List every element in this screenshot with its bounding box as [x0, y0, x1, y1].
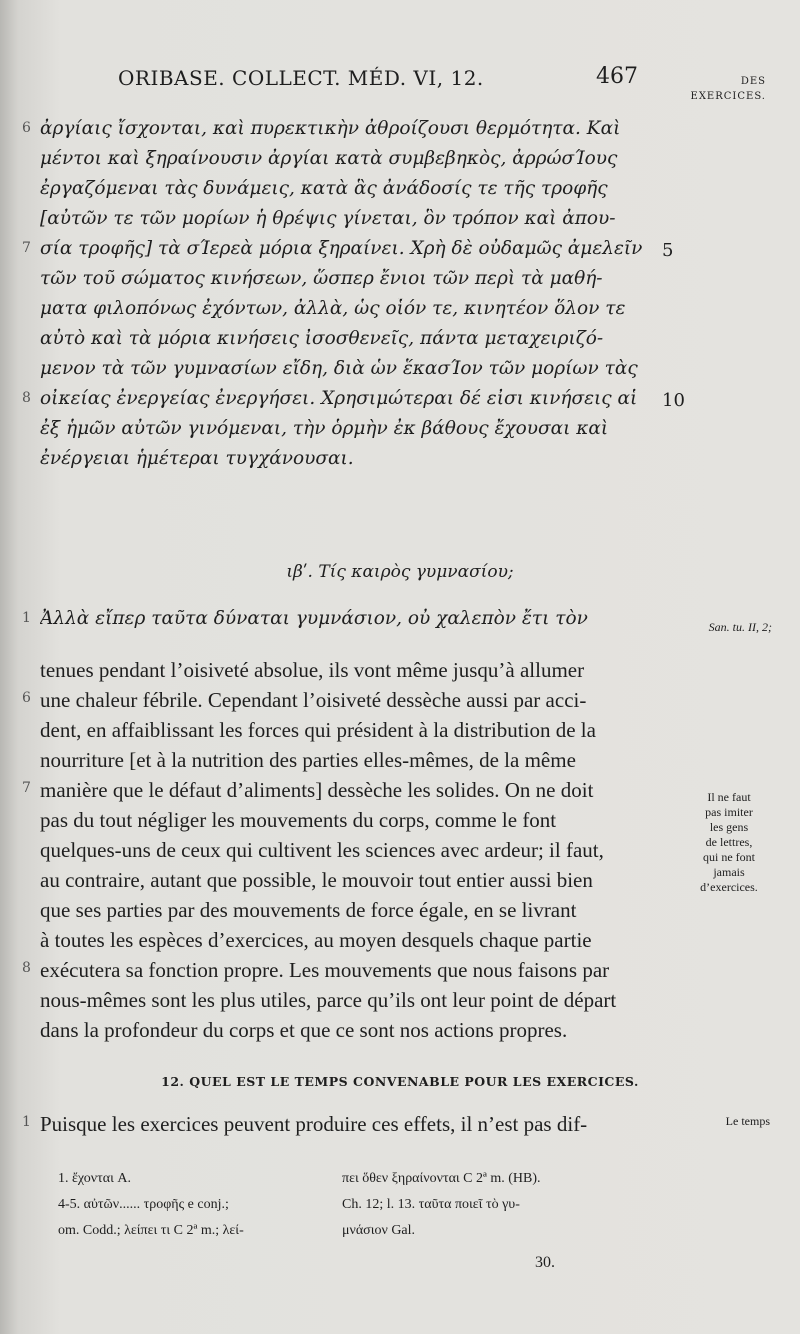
text-line [0, 148, 800, 178]
text-line [0, 118, 800, 148]
greek-line: ἐξ ἡμῶν αὐτῶν γινόμεναι, τὴν ὁρμὴν ἐκ βάθους ἔχουσαι καὶ [40, 418, 609, 439]
greek-line: ἐργαζόμεναι τὰς δυνάμεις, κατὰ ἃς ἀνάδοσίς τε τῆς τροφῆς [40, 178, 608, 199]
side-note-reference: San. tu. II, 2; [708, 620, 772, 634]
running-title: ORIBASE. COLLECT. MÉD. VI, 12. [118, 66, 484, 90]
text-line [0, 988, 800, 1018]
french-line: dans la profondeur du corps et que ce sont nos actions propres. [40, 1018, 568, 1042]
margin-heading-line: EXERCICES. [690, 91, 766, 102]
text-line [0, 608, 800, 638]
text-line [0, 208, 800, 238]
line-number: 6 [22, 690, 31, 706]
text-line [0, 268, 800, 298]
french-line: exécutera sa fonction propre. Les mouvements que nous faisons par [40, 958, 610, 982]
text-line [0, 868, 800, 898]
line-number: 8 [22, 960, 31, 976]
line-number: 1 [22, 610, 31, 626]
text-line [0, 358, 800, 388]
footnotes-left-column [58, 1166, 244, 1244]
text-line [0, 808, 800, 838]
french-line: que ses parties par des mouvements de force égale, en se livrant [40, 898, 577, 922]
text-line [0, 1018, 800, 1048]
line-number: 8 [22, 390, 31, 406]
line-number: 7 [22, 780, 31, 796]
text-line [0, 178, 800, 208]
text-line [0, 838, 800, 868]
greek-line: μενον τὰ τῶν γυμνασίων εἴδη, διὰ ὧν ἕκασΊον τῶν μορίων τὰς [40, 358, 638, 379]
french-line: une chaleur fébrile. Cependant l’oisiveté dessèche aussi par acci- [40, 688, 587, 712]
text-line [0, 1112, 800, 1142]
side-note-line: de lettres, [705, 835, 753, 849]
footnote-line: μνάσιον Gal. [342, 1223, 416, 1238]
line-number: 1 [22, 1114, 31, 1130]
french-section-title: 12. QUEL EST LE TEMPS CONVENABLE POUR LES EXERCICES. [161, 1074, 639, 1089]
french-line: quelques-uns de ceux qui cultivent les sciences avec ardeur; il faut, [40, 838, 604, 862]
french-line: dent, en affaiblissant les forces qui président à la distribution de la [40, 718, 596, 742]
french-passage [0, 658, 800, 1048]
line-number: 6 [22, 120, 31, 136]
footnotes-right-column [342, 1166, 541, 1244]
french-line: nourriture [et à la nutrition des parties elles-mêmes, de la même [40, 748, 576, 772]
margin-heading-line: DES [740, 76, 766, 87]
text-line [0, 238, 800, 268]
text-line [0, 658, 800, 688]
side-note-line: qui ne font [703, 850, 755, 864]
text-line [0, 958, 800, 988]
footnote-line: 4-5. αὐτῶν...... τροφῆς e conj.; [58, 1197, 229, 1212]
greek-section-title: ιβʹ. Τίς καιρὸς γυμνασίου; [286, 562, 514, 582]
text-line [0, 778, 800, 808]
line-count: 10 [662, 390, 685, 411]
line-count: 5 [662, 240, 674, 261]
greek-line: [αὐτῶν τε τῶν μορίων ἡ θρέψις γίνεται, ὃν τρόπον καὶ ἀπου- [40, 208, 616, 229]
page-number: 467 [596, 64, 638, 89]
french-line: nous-mêmes sont les plus utiles, parce qu’ils ont leur point de départ [40, 988, 617, 1012]
side-note-le-temps: Le temps [725, 1114, 770, 1128]
greek-line: οἰκείας ἐνεργείας ἐνεργήσει. Χρησιμώτεραι δέ εἰσι κινήσεις αἱ [40, 388, 638, 409]
french-line: manière que le défaut d’aliments] dessèche les solides. On ne doit [40, 778, 594, 802]
side-note-gens-de-lettres [686, 790, 772, 895]
greek-line: Ἀλλὰ εἴπερ ταῦτα δύναται γυμνάσιον, οὐ χαλεπὸν ἔτι τὸν [40, 608, 588, 629]
greek-line: τῶν τοῦ σώματος κινήσεων, ὥσπερ ἔνιοι τῶν περὶ τὰ μαθή- [40, 268, 603, 289]
footnote-line: 1. ἔχονται A. [58, 1171, 131, 1186]
greek-line: ματα φιλοπόνως ἐχόντων, ἀλλὰ, ὡς οἷόν τε, κινητέον ὅλον τε [40, 298, 626, 319]
greek-passage [0, 118, 800, 478]
text-line [0, 748, 800, 778]
french-line: au contraire, autant que possible, le mouvoir tout entier aussi bien [40, 868, 593, 892]
french-section-line [0, 1112, 800, 1142]
french-line: pas du tout négliger les mouvements du corps, comme le font [40, 808, 557, 832]
greek-line: μέντοι καὶ ξηραίνουσιν ἀργίαι κατὰ συμβεβηκὸς, ἀρρώσΊους [40, 148, 618, 169]
french-line: tenues pendant l’oisiveté absolue, ils vont même jusqu’à allumer [40, 658, 585, 682]
signature-mark: 30. [535, 1254, 555, 1271]
footnote-line: πει ὅθεν ξηραίνονται C 2ª m. (HB). [342, 1171, 541, 1186]
greek-section-line [0, 608, 800, 638]
footnote-line: Ch. 12; l. 13. ταῦτα ποιεῖ τὸ γυ- [342, 1197, 520, 1212]
text-line [0, 328, 800, 358]
line-number: 7 [22, 240, 31, 256]
page-header [0, 64, 800, 102]
french-line: à toutes les espèces d’exercices, au moyen desquels chaque partie [40, 928, 592, 952]
margin-heading [691, 74, 766, 104]
greek-line: ἀργίαις ἴσχονται, καὶ πυρεκτικὴν ἀθροίζουσι θερμότητα. Καὶ [40, 118, 621, 139]
side-note-line: pas imiter [705, 805, 753, 819]
text-line [0, 718, 800, 748]
text-line [0, 688, 800, 718]
greek-line: σία τροφῆς] τὰ σΊερεὰ μόρια ξηραίνει. Χρὴ δὲ οὐδαμῶς ἀμελεῖν [40, 238, 643, 259]
text-line [0, 448, 800, 478]
side-note-line: d’exercices. [700, 880, 758, 894]
greek-line: αὐτὸ καὶ τὰ μόρια κινήσεις ἰσοσθενεῖς, πάντα μεταχειριζό- [40, 328, 604, 349]
text-line [0, 418, 800, 448]
text-line [0, 928, 800, 958]
side-note-line: Il ne faut [707, 790, 751, 804]
text-line [0, 298, 800, 328]
text-line [0, 388, 800, 418]
footnote-line: om. Codd.; λείπει τι C 2ª m.; λεί- [58, 1223, 244, 1238]
greek-line: ἐνέργειαι ἡμέτεραι τυγχάνουσαι. [40, 448, 354, 469]
text-line [0, 898, 800, 928]
side-note-line: les gens [709, 820, 749, 834]
side-note-line: jamais [713, 865, 745, 879]
french-line: Puisque les exercices peuvent produire ces effets, il n’est pas dif- [40, 1112, 588, 1136]
